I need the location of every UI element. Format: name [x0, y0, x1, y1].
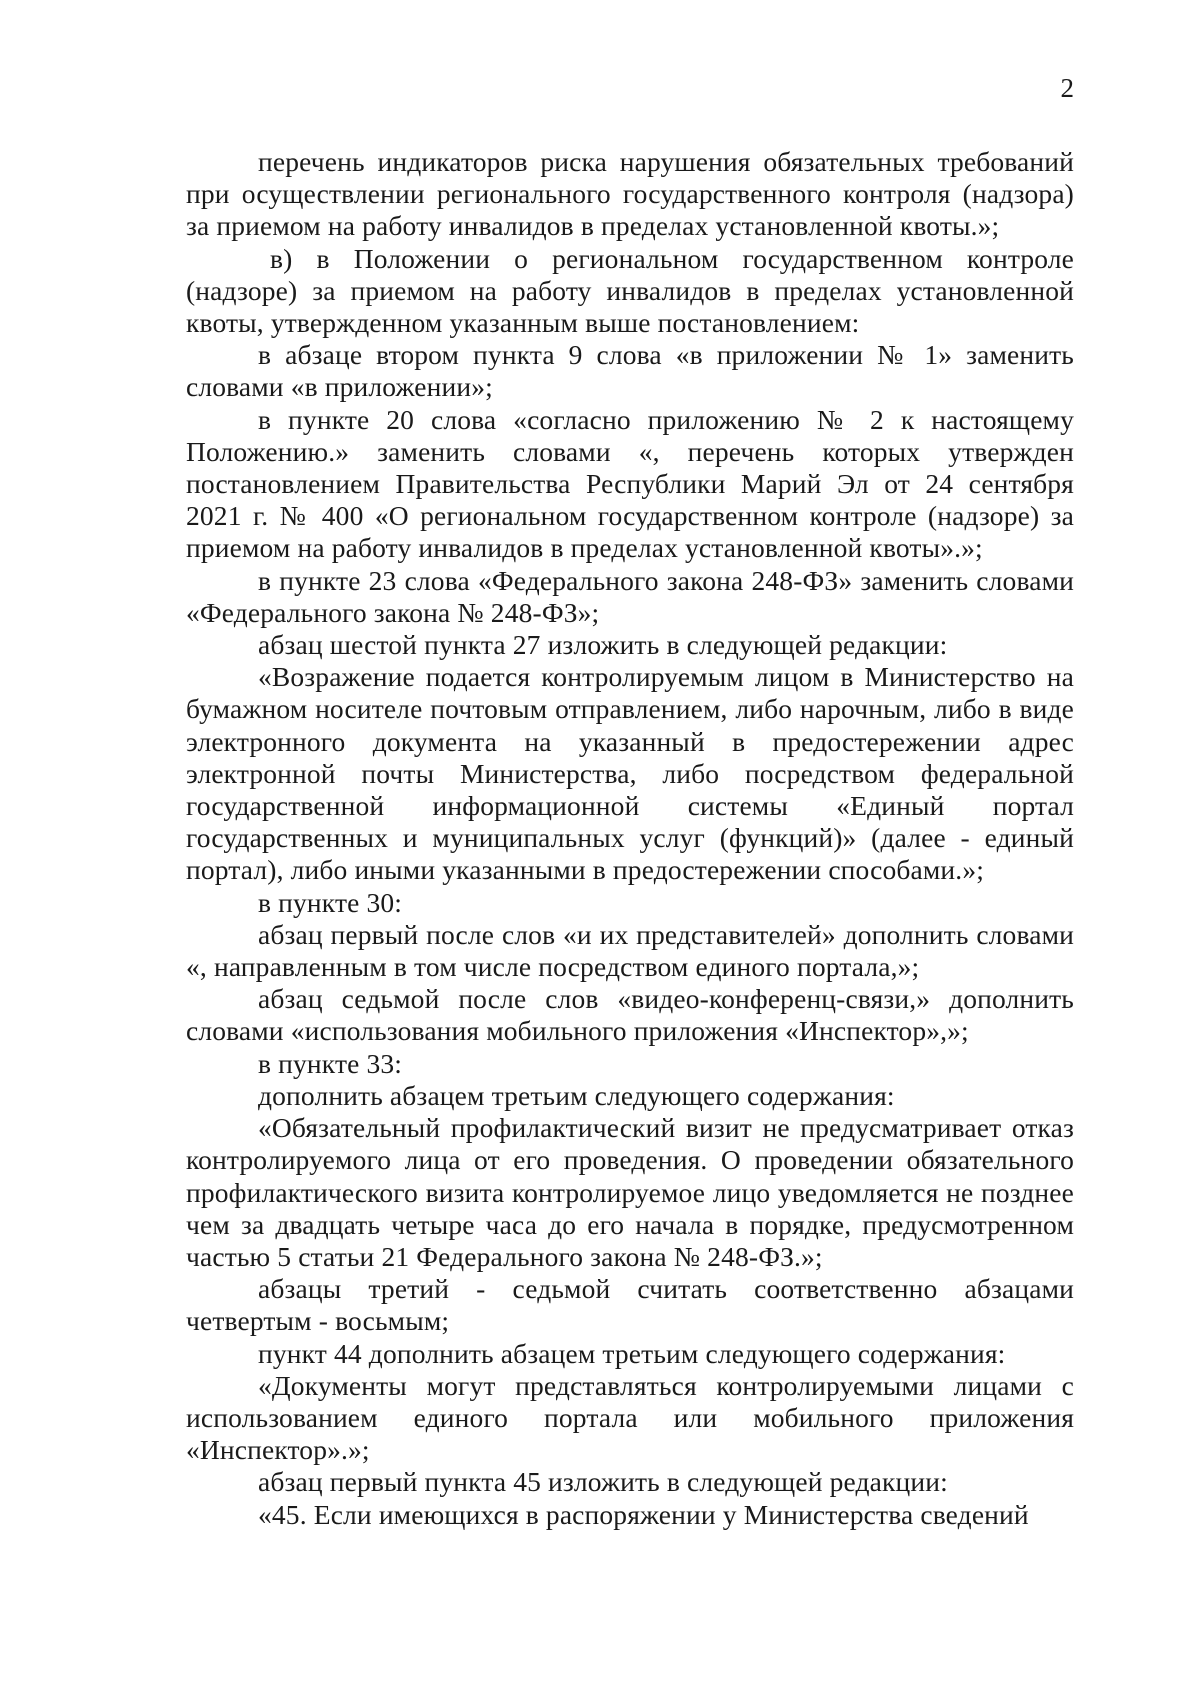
paragraph-item-v: в) в Положении о региональном государственном контроле (надзоре) за приемом на работу инвалидов в пределах установленной квоты, утвержденном указанным выше постановлением: — [186, 242, 1074, 339]
paragraph-clause-30-intro: в пункте 30: — [258, 886, 403, 918]
paragraph-clause-23: в пункте 23 слова «Федерального закона 248-ФЗ» заменить словами «Федерального закона № 248-ФЗ»; — [186, 564, 1074, 628]
paragraph-clause-27-intro: абзац шестой пункта 27 изложить в следующей редакции: — [258, 629, 948, 661]
paragraph-clause-33-intro: в пункте 33: — [258, 1047, 403, 1079]
paragraph-clause-27-text: «Возражение подается контролируемым лицом в Министерство на бумажном носителе почтовым отправлением, либо нарочным, либо в виде электронного документа на указанный в предостережении адрес электронной почты Министерства, либо посредством федеральной государственной информационной системы «Единый портал государственных и муниципальных услуг (функций)» (далее - единый портал), либо иными указанными в предостережении способами.»; — [186, 661, 1074, 886]
paragraph-clause-33-renumber: абзацы третий - седьмой считать соответственно абзацами четвертым - восьмым; — [186, 1273, 1074, 1337]
page-number: 2 — [1060, 73, 1074, 103]
paragraph-clause-9: в абзаце втором пункта 9 слова «в приложении № 1» заменить словами «в приложении»; — [186, 339, 1074, 403]
paragraph-clause-45-text: «45. Если имеющихся в распоряжении у Министерства сведений — [258, 1498, 1029, 1530]
paragraph-clause-33-text: «Обязательный профилактический визит не предусматривает отказ контролируемого лица от его проведения. О проведении обязательного профилактического визита контролируемое лицо уведомляется не позднее чем за двадцать четыре часа до его начала в порядке, предусмотренном частью 5 статьи 21 Федерального закона № 248-ФЗ.»; — [186, 1112, 1074, 1272]
paragraph-clause-30-first: абзац первый после слов «и их представителей» дополнить словами «, направленным в том числе посредством единого портала,»; — [186, 918, 1074, 983]
paragraph-clause-33-add: дополнить абзацем третьим следующего содержания: — [258, 1079, 895, 1111]
paragraph-clause-30-seventh: абзац седьмой после слов «видео-конференц-связи,» дополнить словами «использования мобильного приложения «Инспектор»,»; — [186, 983, 1074, 1047]
paragraph-clause-20: в пункте 20 слова «согласно приложению № 2 к настоящему Положению.» заменить словами «, перечень которых утвержден постановлением Правительства Республики Марий Эл от 24 сентября 2021 г. № 400 «О региональном государственном контроле (надзоре) за приемом на работу инвалидов в пределах установленной квоты».»; — [186, 403, 1074, 564]
paragraph-clause-44-text: «Документы могут представляться контролируемыми лицами с использованием единого портала или мобильного приложения «Инспектор».»; — [186, 1369, 1074, 1466]
paragraph-clause-45-intro: абзац первый пункта 45 изложить в следующей редакции: — [258, 1466, 948, 1498]
document-body — [186, 146, 1074, 1531]
paragraph-indicator-list: перечень индикаторов риска нарушения обязательных требований при осуществлении регионального государственного контроля (надзора) за приемом на работу инвалидов в пределах установленной квоты.»; — [186, 146, 1074, 242]
paragraph-clause-44-intro: пункт 44 дополнить абзацем третьим следующего содержания: — [258, 1337, 1006, 1369]
